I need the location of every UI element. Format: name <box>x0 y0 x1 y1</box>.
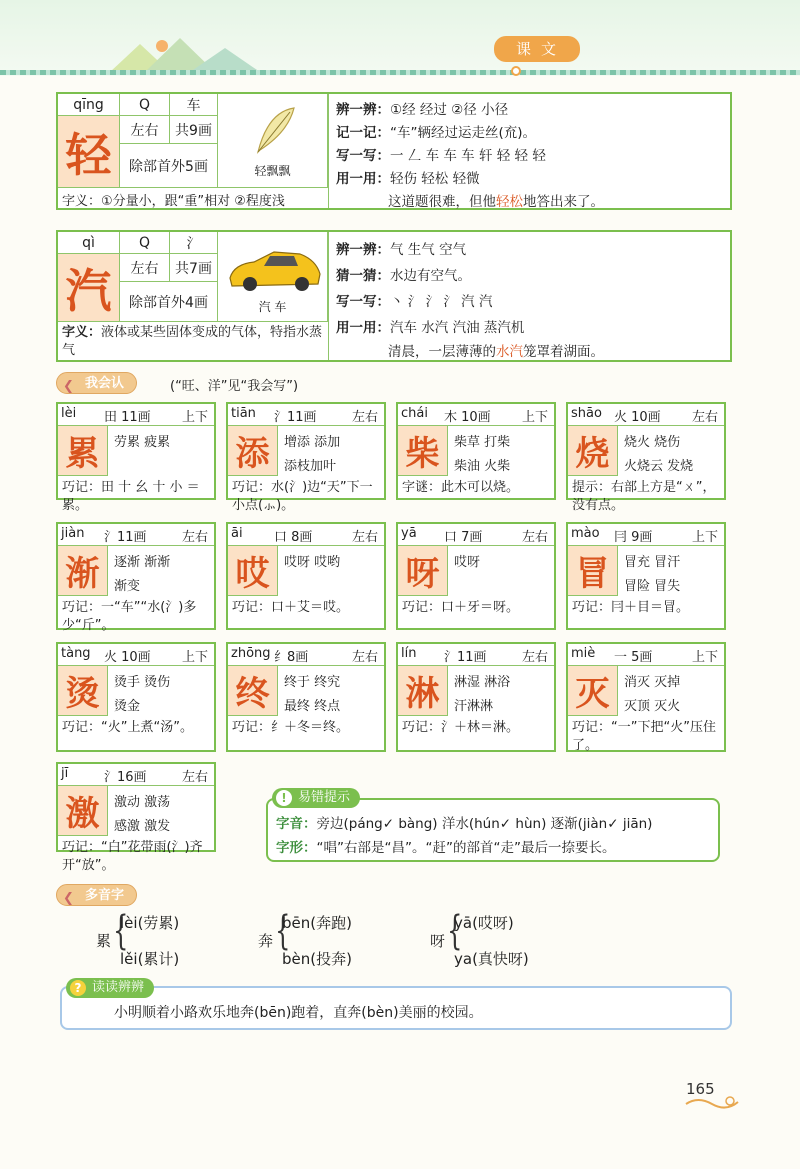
radical-strokes: 氵11画 <box>444 650 487 665</box>
brace: { <box>447 908 463 954</box>
pinyin: tàng <box>61 646 91 661</box>
stroke-order: 丶 氵 氵 氵 汽 汽 <box>390 294 493 310</box>
words-2: 感激 激发 <box>114 819 171 834</box>
words-1: 逐渐 渐渐 <box>114 555 171 570</box>
words-2: 汗淋淋 <box>454 699 494 714</box>
card-header <box>568 404 724 426</box>
main-char: 累 <box>58 426 108 476</box>
other-strokes: 除部首外4画 <box>120 282 218 322</box>
section-tag-wohuiren: ❮ 我会认 <box>56 372 137 394</box>
char-card-tiān <box>226 402 386 513</box>
memory-tip: 巧记：口＋牙＝呀。 <box>402 600 520 615</box>
reading-2: lěi(累计) <box>120 950 180 968</box>
char-card-chái <box>396 402 556 500</box>
stroke-order: 一 𠃋 车 车 车 轩 轻 轻 轻 <box>390 148 546 164</box>
card-header <box>58 404 214 426</box>
char-card-āi <box>226 522 386 630</box>
strokes: 共9画 <box>170 116 218 144</box>
reading-1: yā(哎呀) <box>454 914 514 932</box>
main-char: 轻 <box>58 116 120 188</box>
words-2: 最终 终点 <box>284 699 341 714</box>
radical-strokes: 纟8画 <box>274 650 309 665</box>
read-compare-text: 小明顺着小路欢乐地奔(bēn)跑着，直奔(bèn)美丽的校园。 <box>114 1005 483 1021</box>
reading-2: bèn(投奔) <box>282 950 352 968</box>
structure: 左右 <box>351 410 378 425</box>
reading-2: ya(真快呀) <box>454 950 529 968</box>
pinyin: lín <box>401 646 417 661</box>
words-1: 柴草 打柴 <box>454 435 511 450</box>
pinyin: chái <box>401 406 428 421</box>
char-card-tàng <box>56 642 216 752</box>
other-strokes: 除部首外5画 <box>120 144 218 188</box>
char-card-qing: qīng Q 车 轻 左右 共9画 除部首外5画 轻飘飘 字义：①分量小，跟“重”相对 ②程度浅 辨一辨：①经 经过 ②径 小径 记一记：“车”辆经过运走丝(㐬)。 写一写：一 𠃋 车 车 车 轩 轻 轻 轻 用一用：轻伤 轻松 轻微 这道题很难，但他轻松地答出来了。 <box>56 92 732 210</box>
memory-tip: 巧记：“火”上煮“汤”。 <box>62 720 193 735</box>
words-1: 劳累 疲累 <box>114 435 171 450</box>
section-tag-duoyinzi: ❮ 多音字 <box>56 884 137 906</box>
bian-text: 气 生气 空气 <box>390 242 467 258</box>
main-char: 柴 <box>398 426 448 476</box>
card-header <box>568 524 724 546</box>
strokes: 共7画 <box>170 254 218 282</box>
words-1: 淋湿 淋浴 <box>454 675 511 690</box>
main-char: 呀 <box>398 546 448 596</box>
words-1: 哎呀 哎哟 <box>284 555 341 570</box>
meaning: 字义：①分量小，跟“重”相对 ②程度浅 <box>62 194 285 209</box>
words-1: 烫手 烫伤 <box>114 675 171 690</box>
initial: Q <box>120 94 170 116</box>
memory-tip: 巧记：“一”下把“火”压住了。 <box>572 720 716 753</box>
feather-icon <box>248 102 298 158</box>
char-card-lèi <box>56 402 216 513</box>
page-ornament-icon <box>684 1094 740 1110</box>
bian-text: ①经 经过 ②径 小径 <box>390 102 509 118</box>
main-char: 添 <box>228 426 278 476</box>
char-card-zhōng <box>226 642 386 752</box>
memory-tip: 巧记：口＋艾＝哎。 <box>232 600 350 615</box>
main-char: 淋 <box>398 666 448 716</box>
yong-text: 汽车 水汽 汽油 蒸汽机 <box>390 320 525 336</box>
memory-tip: 巧记：田 十 幺 十 小 ＝累。 <box>62 480 200 513</box>
polyphone-char: 奔 <box>258 932 274 950</box>
reading-1: lèi(劳累) <box>120 914 180 932</box>
words-2: 柴油 火柴 <box>454 459 511 474</box>
main-char: 冒 <box>568 546 618 596</box>
words-2: 添枝加叶 <box>284 459 337 474</box>
words-2: 冒险 冒失 <box>624 579 681 594</box>
main-char: 哎 <box>228 546 278 596</box>
read-compare-tag: ? 读读辨辨 <box>66 978 154 998</box>
image-caption: 轻飘飘 <box>218 94 328 188</box>
radical-strokes: 氵16画 <box>104 770 147 785</box>
example-sentence: 这道题很难，但他轻松地答出来了。 <box>388 194 604 210</box>
char-card-miè <box>566 642 726 752</box>
structure: 左右 <box>120 254 170 282</box>
brace: { <box>113 908 129 954</box>
radical-strokes: 火 10画 <box>614 410 661 425</box>
radical-strokes: 一 5画 <box>614 650 653 665</box>
memory-tip: 巧记：水(氵)边“天”下一小点(⺗)。 <box>232 480 373 513</box>
mountain-decoration <box>110 36 290 72</box>
pinyin: miè <box>571 646 596 661</box>
card-header <box>228 644 384 666</box>
main-char: 烧 <box>568 426 618 476</box>
structure: 左右 <box>181 530 208 545</box>
main-char: 渐 <box>58 546 108 596</box>
pinyin: mào <box>571 526 600 541</box>
pinyin: jī <box>61 766 69 781</box>
words-1: 增添 添加 <box>284 435 341 450</box>
memory-tip: 巧记：氵＋林＝淋。 <box>402 720 520 735</box>
example-sentence: 清晨，一层薄薄的水汽笼罩着湖面。 <box>388 344 604 360</box>
structure: 上下 <box>181 410 208 425</box>
words-2: 火烧云 发烧 <box>624 459 694 474</box>
header-divider <box>0 70 800 75</box>
structure: 左右 <box>120 116 170 144</box>
card-header <box>228 404 384 426</box>
pinyin: zhōng <box>231 646 271 661</box>
error-tip-shape: 字形：“唱”右部是“昌”。“赶”的部首“走”最后一捺要长。 <box>276 840 616 856</box>
pinyin: qì <box>58 232 120 254</box>
pinyin: tiān <box>231 406 256 421</box>
words-2: 渐变 <box>114 579 141 594</box>
structure: 左右 <box>351 650 378 665</box>
structure: 左右 <box>691 410 718 425</box>
radical-strokes: 口 7画 <box>444 530 483 545</box>
words-2: 灭顶 灭火 <box>624 699 681 714</box>
structure: 上下 <box>521 410 548 425</box>
memory-tip: 巧记：纟＋冬＝终。 <box>232 720 350 735</box>
polyphone-char: 累 <box>96 932 112 950</box>
words-2: 烫金 <box>114 699 141 714</box>
char-card-jiàn <box>56 522 216 633</box>
char-card-yā <box>396 522 556 630</box>
structure: 上下 <box>181 650 208 665</box>
memory-tip: 巧记：冃＋目＝冒。 <box>572 600 690 615</box>
memory-tip: 巧记：一“车”“水(氵)多少“斤”。 <box>62 600 197 633</box>
radical-strokes: 火 10画 <box>104 650 151 665</box>
error-tip-tag: ! 易错提示 <box>272 788 360 808</box>
radical: 车 <box>170 94 218 116</box>
words-1: 冒充 冒汗 <box>624 555 681 570</box>
card-header <box>568 644 724 666</box>
radical-strokes: 木 10画 <box>444 410 491 425</box>
polyphone-char: 呀 <box>430 932 446 950</box>
char-card-lín <box>396 642 556 752</box>
structure: 上下 <box>691 530 718 545</box>
main-char: 灭 <box>568 666 618 716</box>
words-1: 哎呀 <box>454 555 481 570</box>
radical-strokes: 口 8画 <box>274 530 313 545</box>
memory-tip: 巧记：“白”花带雨(氵)齐开“放”。 <box>62 840 203 873</box>
reading-1: bēn(奔跑) <box>282 914 352 932</box>
pinyin: yā <box>401 526 417 541</box>
car-icon <box>224 244 324 294</box>
card-header <box>58 644 214 666</box>
pinyin: shāo <box>571 406 602 421</box>
main-char: 激 <box>58 786 108 836</box>
words-1: 终于 终究 <box>284 675 341 690</box>
pinyin: qīng <box>58 94 120 116</box>
char-card-shāo <box>566 402 726 513</box>
radical-strokes: 氵11画 <box>274 410 317 425</box>
card-header <box>398 644 554 666</box>
card-header <box>398 524 554 546</box>
card-header <box>228 524 384 546</box>
structure: 上下 <box>691 650 718 665</box>
pinyin: āi <box>231 526 243 541</box>
read-compare-box <box>60 986 732 1030</box>
words-1: 消灭 灭掉 <box>624 675 681 690</box>
words-1: 激动 激荡 <box>114 795 171 810</box>
radical: 氵 <box>170 232 218 254</box>
image-caption: 汽 车 <box>218 232 328 322</box>
char-card-qi: qì Q 氵 汽 左右 共7画 除部首外4画 汽 车 字义：液体或某些固体变成的气体，特指水蒸气 辨一辨：气 生气 空气 猜一猜：水边有空气。 写一写：丶 氵 氵 氵 汽 汽 用一用：汽车 水汽 汽油 蒸汽机 清晨，一层薄薄的水汽笼罩着湖面。 <box>56 230 732 362</box>
main-char: 汽 <box>58 254 120 322</box>
ji-text: “车”辆经过运走丝(㐬)。 <box>390 125 537 141</box>
structure: 左右 <box>521 650 548 665</box>
wohuiren-note: (“旺、洋”见“我会写”) <box>170 379 299 394</box>
structure: 左右 <box>521 530 548 545</box>
brace: { <box>275 908 291 954</box>
yong-text: 轻伤 轻松 轻微 <box>390 171 480 187</box>
char-card-mào <box>566 522 726 630</box>
meaning: 字义：液体或某些固体变成的气体，特指水蒸气 <box>62 325 323 358</box>
exclamation-icon: ! <box>276 790 292 806</box>
error-tip-pronunciation: 字音：旁边(páng✓ bàng) 洋水(hún✓ hùn) 逐渐(jiàn✓ jiān) <box>276 816 653 832</box>
memory-tip: 提示：右部上方是“ㄨ”，没有点。 <box>572 480 716 513</box>
question-icon: ? <box>70 980 86 996</box>
section-tab-kewen[interactable]: 课文 <box>494 36 580 62</box>
card-header <box>58 764 214 786</box>
riddle-text: 水边有空气。 <box>390 268 471 284</box>
pinyin: jiàn <box>61 526 85 541</box>
memory-tip: 字谜：此木可以烧。 <box>402 480 520 495</box>
card-header <box>58 524 214 546</box>
words-1: 烧火 烧伤 <box>624 435 681 450</box>
tab-marker <box>511 66 521 76</box>
structure: 左右 <box>181 770 208 785</box>
pinyin: lèi <box>61 406 77 421</box>
page-number: 165 <box>686 1080 715 1098</box>
initial: Q <box>120 232 170 254</box>
radical-strokes: 冃 9画 <box>614 530 653 545</box>
char-card-jī <box>56 762 216 873</box>
structure: 左右 <box>351 530 378 545</box>
radical-strokes: 田 11画 <box>104 410 151 425</box>
main-char: 终 <box>228 666 278 716</box>
radical-strokes: 氵11画 <box>104 530 147 545</box>
card-header <box>398 404 554 426</box>
main-char: 烫 <box>58 666 108 716</box>
